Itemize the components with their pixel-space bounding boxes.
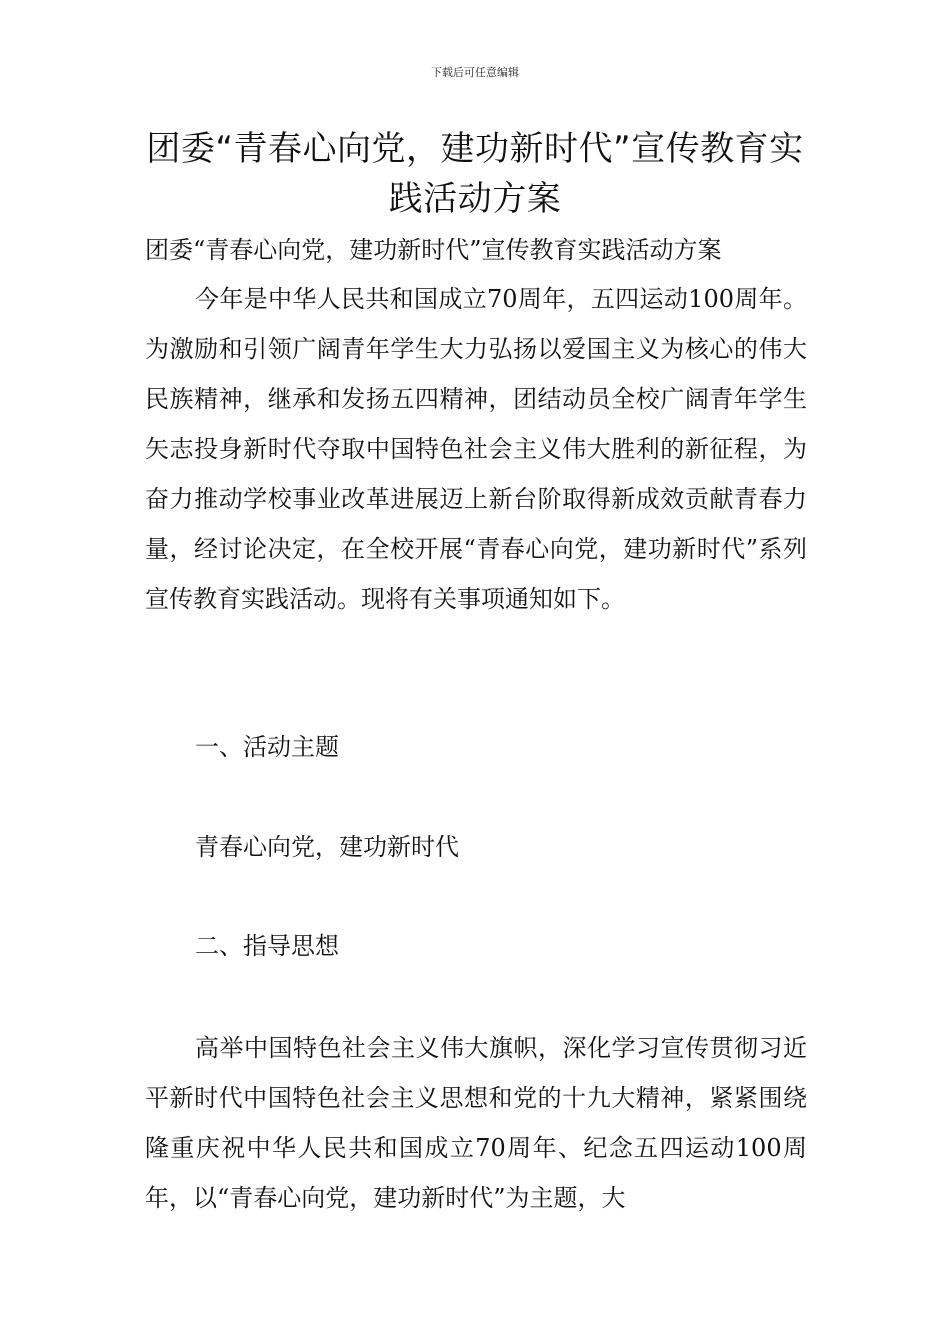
section-heading-activity-theme: 一、活动主题: [195, 733, 339, 761]
header-note: 下载后可任意编辑: [431, 66, 519, 79]
document-subtitle: 团委“青春心向党，建功新时代”宣传教育实践活动方案: [145, 236, 722, 264]
activity-theme-text: 青春心向党，建功新时代: [195, 833, 459, 861]
guiding-ideology-paragraph: 高举中国特色社会主义伟大旗帜，深化学习宣传贯彻习近平新时代中国特色社会主义思想和党的十九大精神，紧紧围绕隆重庆祝中华人民共和国成立70周年、纪念五四运动100周年，以“青春心向党，建功新时代”为主题，大: [145, 1034, 807, 1212]
section-heading-guiding-ideology: 二、指导思想: [195, 932, 339, 960]
intro-paragraph: 今年是中华人民共和国成立70周年，五四运动100周年。为激励和引领广阔青年学生大力弘扬以爱国主义为核心的伟大民族精神，继承和发扬五四精神，团结动员全校广阔青年学生矢志投身新时代夺取中国特色社会主义伟大胜利的新征程，为奋力推动学校事业改革进展迈上新台阶取得新成效贡献青春力量，经讨论决定，在全校开展“青春心向党，建功新时代”系列宣传教育实践活动。现将有关事项通知如下。: [145, 285, 807, 613]
document-title: 团委“青春心向党，建功新时代”宣传教育实践活动方案: [146, 129, 804, 219]
